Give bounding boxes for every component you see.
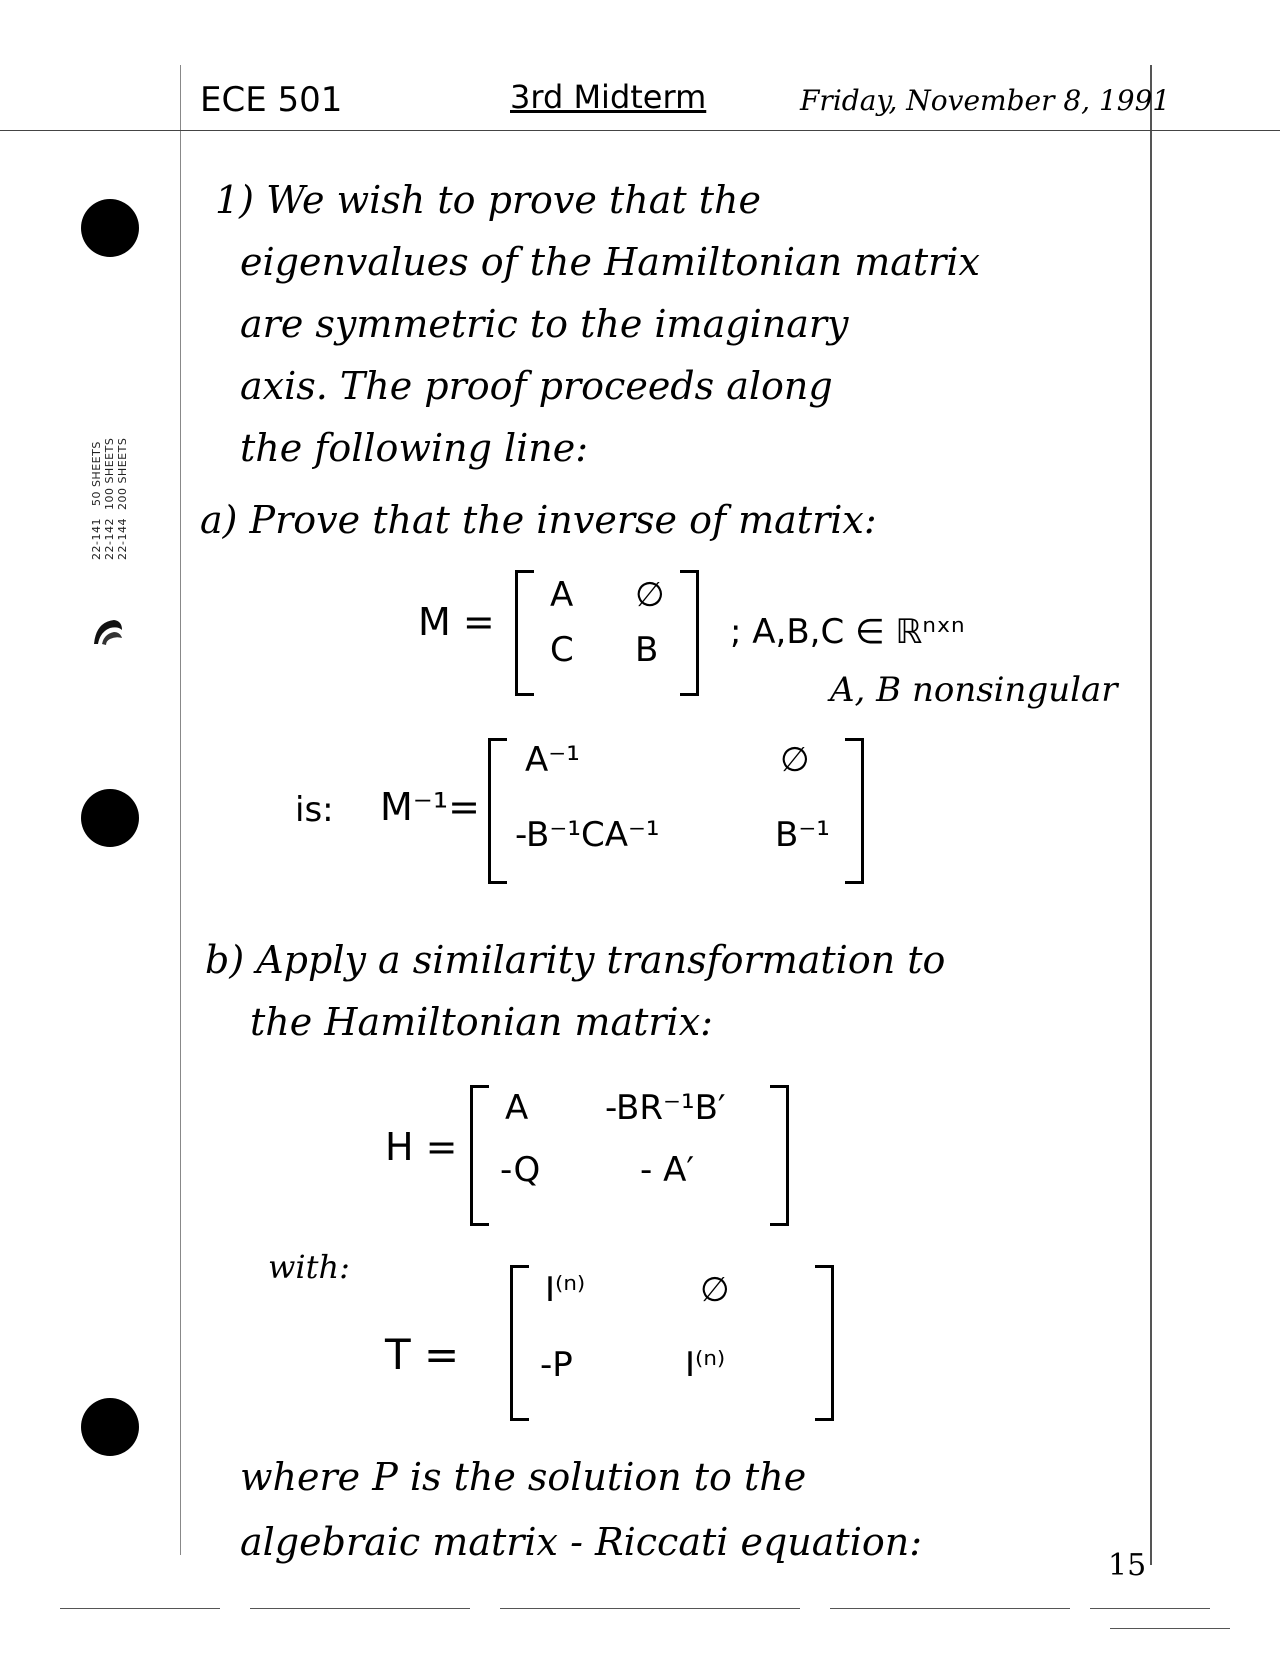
matrix-cell: B bbox=[635, 630, 659, 670]
matrix-cell: -B⁻¹CA⁻¹ bbox=[515, 815, 660, 855]
matrix-bracket-right bbox=[770, 1085, 789, 1226]
matrix-cell: ∅ bbox=[780, 740, 810, 780]
part-a-intro: a) Prove that the inverse of matrix: bbox=[200, 498, 877, 542]
matrix-cell: A bbox=[550, 575, 574, 615]
is-label: is: bbox=[295, 790, 334, 830]
matrix-cell: B⁻¹ bbox=[775, 815, 830, 855]
matrix-cell: C bbox=[550, 630, 574, 670]
binder-hole bbox=[81, 199, 139, 257]
matrix-cell: A⁻¹ bbox=[525, 740, 580, 780]
with-label: with: bbox=[268, 1248, 350, 1286]
matrix-cell: I⁽ⁿ⁾ bbox=[545, 1270, 586, 1310]
part-b-line: b) Apply a similarity transformation to bbox=[205, 938, 946, 982]
matrix-t-label: T = bbox=[385, 1330, 460, 1379]
problem-text-line: 1) We wish to prove that the bbox=[215, 178, 761, 222]
matrix-minv-label: M⁻¹= bbox=[380, 785, 480, 829]
bottom-rule-segment bbox=[1090, 1608, 1210, 1609]
matrix-bracket-left bbox=[470, 1085, 489, 1226]
header-rule bbox=[0, 130, 1280, 131]
nonsingular-condition: A, B nonsingular bbox=[830, 670, 1118, 710]
matrix-cell: -BR⁻¹B′ bbox=[605, 1088, 726, 1128]
sheet-count-label: 22-141 50 SHEETS 22-142 100 SHEETS 22-144 200 SHEETS bbox=[90, 437, 129, 560]
matrix-h-label: H = bbox=[385, 1125, 458, 1169]
matrix-cell: A bbox=[505, 1088, 529, 1128]
bottom-rule-segment bbox=[500, 1608, 800, 1609]
problem-text-line: eigenvalues of the Hamiltonian matrix bbox=[240, 240, 980, 284]
binder-hole bbox=[81, 789, 139, 847]
matrix-cell: - A′ bbox=[640, 1150, 695, 1190]
bottom-rule-segment bbox=[60, 1608, 220, 1609]
pad-brand-logo-icon bbox=[88, 612, 128, 652]
matrix-cell: -Q bbox=[500, 1150, 541, 1190]
bottom-rule-segment bbox=[1110, 1628, 1230, 1629]
bottom-rule-segment bbox=[250, 1608, 470, 1609]
right-margin-line bbox=[1150, 65, 1152, 1565]
matrix-bracket-right bbox=[815, 1265, 834, 1421]
where-line: where P is the solution to the bbox=[240, 1455, 807, 1499]
matrix-bracket-left bbox=[488, 738, 507, 884]
left-margin-line bbox=[180, 65, 181, 1555]
page-number: 15 bbox=[1108, 1548, 1147, 1583]
matrix-cell: -P bbox=[540, 1345, 573, 1385]
part-b-line: the Hamiltonian matrix: bbox=[250, 1000, 713, 1044]
matrix-bracket-right bbox=[680, 570, 699, 696]
problem-text-line: the following line: bbox=[240, 426, 589, 470]
course-code: ECE 501 bbox=[200, 80, 343, 120]
exam-title: 3rd Midterm bbox=[510, 78, 707, 116]
matrix-domain-condition: ; A,B,C ∈ ℝⁿˣⁿ bbox=[730, 612, 965, 652]
problem-text-line: axis. The proof proceeds along bbox=[240, 364, 833, 408]
matrix-m-label: M = bbox=[418, 600, 495, 644]
matrix-bracket-left bbox=[515, 570, 534, 696]
matrix-cell: ∅ bbox=[700, 1270, 730, 1310]
matrix-cell: I⁽ⁿ⁾ bbox=[685, 1345, 726, 1385]
where-line: algebraic matrix - Riccati equation: bbox=[240, 1520, 922, 1564]
matrix-bracket-right bbox=[845, 738, 864, 884]
exam-date: Friday, November 8, 1991 bbox=[800, 84, 1171, 117]
bottom-rule-segment bbox=[830, 1608, 1070, 1609]
matrix-cell: ∅ bbox=[635, 575, 665, 615]
problem-text-line: are symmetric to the imaginary bbox=[240, 302, 849, 346]
matrix-bracket-left bbox=[510, 1265, 529, 1421]
binder-hole bbox=[81, 1398, 139, 1456]
